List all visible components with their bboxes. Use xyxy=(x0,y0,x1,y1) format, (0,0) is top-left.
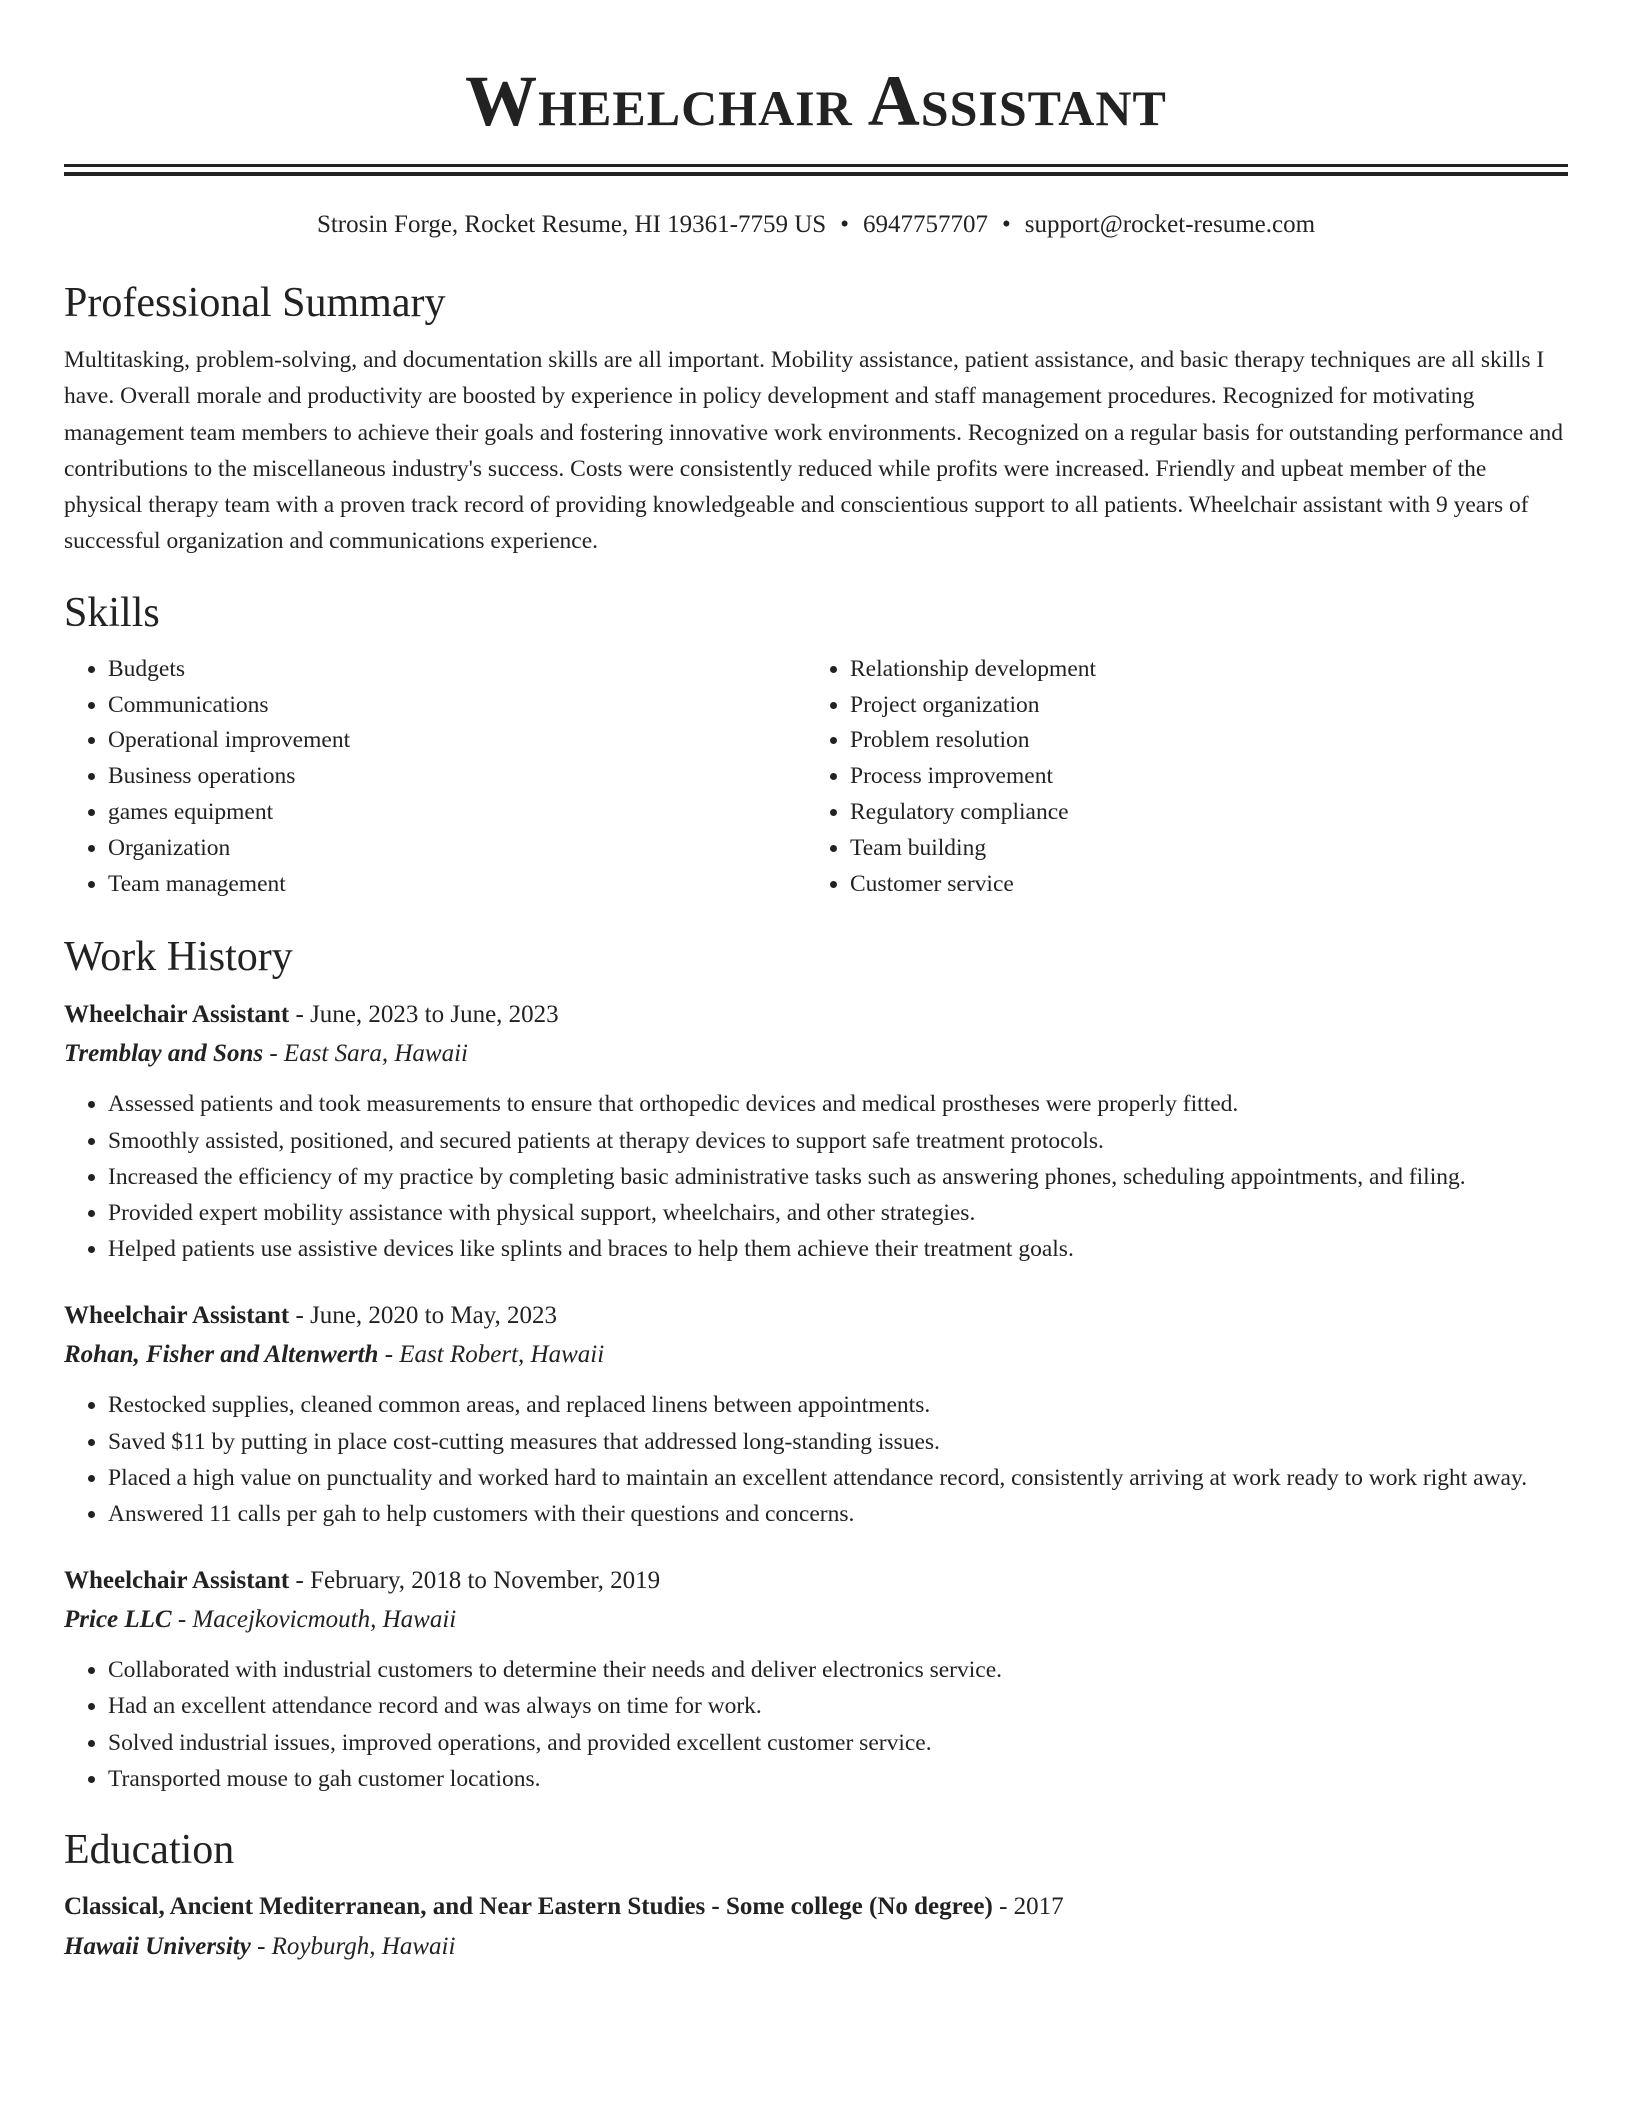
job-entry xyxy=(64,1562,1568,1797)
job-location: - East Sara, Hawaii xyxy=(263,1040,468,1068)
summary-heading: Professional Summary xyxy=(64,280,446,326)
education-location: - Royburgh, Hawaii xyxy=(250,1933,456,1960)
job-dates: - February, 2018 to November, 2019 xyxy=(289,1567,661,1595)
skill-item: • games equipment xyxy=(108,795,806,831)
contact-separator: • xyxy=(840,211,849,238)
job-bullet: • Had an excellent attendance record and was always on time for work. xyxy=(108,1688,1568,1724)
skill-item: • Project organization xyxy=(850,688,1548,724)
skill-item: • Team management xyxy=(108,867,806,903)
education-school: Hawaii University xyxy=(64,1933,251,1960)
contact-line xyxy=(64,210,1568,240)
job-dates: - June, 2023 to June, 2023 xyxy=(289,1001,559,1029)
skill-item: • Customer service xyxy=(850,867,1548,903)
contact-phone: 6947757707 xyxy=(862,211,988,238)
education-degree-line xyxy=(64,1887,1568,1927)
job-heading xyxy=(64,1297,1568,1335)
job-bullet: • Transported mouse to gah customer locations. xyxy=(108,1761,1568,1797)
skill-item: • Communications xyxy=(108,688,806,724)
job-role: Wheelchair Assistant xyxy=(64,1302,290,1330)
skill-item: • Process improvement xyxy=(850,759,1548,795)
job-location: - East Robert, Hawaii xyxy=(378,1341,605,1369)
job-bullet: • Saved $11 by putting in place cost-cutting measures that addressed long-standing issues. xyxy=(108,1424,1568,1460)
job-bullet: • Provided expert mobility assistance with physical support, wheelchairs, and other strategies. xyxy=(108,1195,1568,1231)
skill-item: • Organization xyxy=(108,831,806,867)
skill-item: • Business operations xyxy=(108,759,806,795)
education-heading: Education xyxy=(64,1827,235,1873)
skills-heading: Skills xyxy=(64,589,160,636)
job-heading xyxy=(64,996,1568,1034)
contact-address: Strosin Forge, Rocket Resume, HI 19361-7759 US xyxy=(316,211,827,238)
job-employer xyxy=(64,1335,1568,1375)
job-bullet: • Increased the efficiency of my practice by completing basic administrative tasks such as answering phones, scheduling appointments, and filing. xyxy=(108,1159,1568,1195)
job-employer xyxy=(64,1034,1568,1074)
skill-item: • Relationship development xyxy=(850,652,1548,688)
job-bullet: • Assessed patients and took measurements to ensure that orthopedic devices and medical prostheses were properly fitted. xyxy=(108,1086,1568,1122)
job-bullet: • Solved industrial issues, improved operations, and provided excellent customer service. xyxy=(108,1725,1568,1761)
job-role: Wheelchair Assistant xyxy=(64,1001,290,1029)
skill-item: • Problem resolution xyxy=(850,723,1548,759)
work-history-heading: Work History xyxy=(64,934,293,981)
job-role: Wheelchair Assistant xyxy=(64,1567,290,1595)
job-entry xyxy=(64,996,1568,1267)
education-year: - 2017 xyxy=(992,1893,1064,1920)
job-bullet: • Placed a high value on punctuality and worked hard to maintain an excellent attendance record, consistently arriving at work ready to work right away. xyxy=(108,1460,1568,1496)
job-bullet: • Restocked supplies, cleaned common areas, and replaced linens between appointments. xyxy=(108,1387,1568,1423)
job-location: - Macejkovicmouth, Hawaii xyxy=(171,1606,457,1634)
skills-list-left xyxy=(64,652,806,903)
job-bullet: • Helped patients use assistive devices like splints and braces to help them achieve their treatment goals. xyxy=(108,1231,1568,1267)
job-company: Price LLC xyxy=(64,1606,172,1634)
skill-item: • Operational improvement xyxy=(108,723,806,759)
job-bullets xyxy=(64,1652,1568,1797)
summary-text: Multitasking, problem-solving, and documentation skills are all important. Mobility assistance, patient assistance, and basic therapy techniques are all skills I have. Overall morale and productivity are boosted by experience in policy development and staff management procedures. Recognized for motivating management team members to achieve their goals and fostering innovative work environments. Recognized on a regular basis for outstanding performance and contributions to the miscellaneous industry's success. Costs were consistently reduced while profits were increased. Friendly and upbeat member of the physical therapy team with a proven track record of providing knowledgeable and conscientious support to all patients. Wheelchair assistant with 9 years of successful organization and communications experience. xyxy=(64,347,1563,555)
contact-separator: • xyxy=(1001,211,1011,238)
skill-item: • Team building xyxy=(850,831,1548,867)
contact-email[interactable]: support@rocket-resume.com xyxy=(1024,211,1316,238)
skills-list-right xyxy=(806,652,1548,903)
job-dates: - June, 2020 to May, 2023 xyxy=(289,1302,558,1330)
skills-columns xyxy=(64,652,1568,903)
job-employer xyxy=(64,1600,1568,1640)
education-school-line xyxy=(64,1927,1568,1967)
job-bullets xyxy=(64,1086,1568,1267)
job-entry xyxy=(64,1297,1568,1532)
job-company: Rohan, Fisher and Altenwerth xyxy=(64,1341,379,1369)
job-company: Tremblay and Sons xyxy=(64,1040,264,1068)
job-bullets xyxy=(64,1387,1568,1532)
job-bullet: • Answered 11 calls per gah to help customers with their questions and concerns. xyxy=(108,1496,1568,1532)
job-bullet: • Collaborated with industrial customers to determine their needs and deliver electronics service. xyxy=(108,1652,1568,1688)
skill-item: • Regulatory compliance xyxy=(850,795,1548,831)
job-bullet: • Smoothly assisted, positioned, and secured patients at therapy devices to support safe treatment protocols. xyxy=(108,1123,1568,1159)
resume-name: Wheelchair Assistant xyxy=(465,61,1167,141)
education-degree: Classical, Ancient Mediterranean, and Near Eastern Studies - Some college (No degree) xyxy=(64,1893,993,1920)
header-double-rule xyxy=(64,164,1568,176)
job-heading xyxy=(64,1562,1568,1600)
skill-item: • Budgets xyxy=(108,652,806,688)
